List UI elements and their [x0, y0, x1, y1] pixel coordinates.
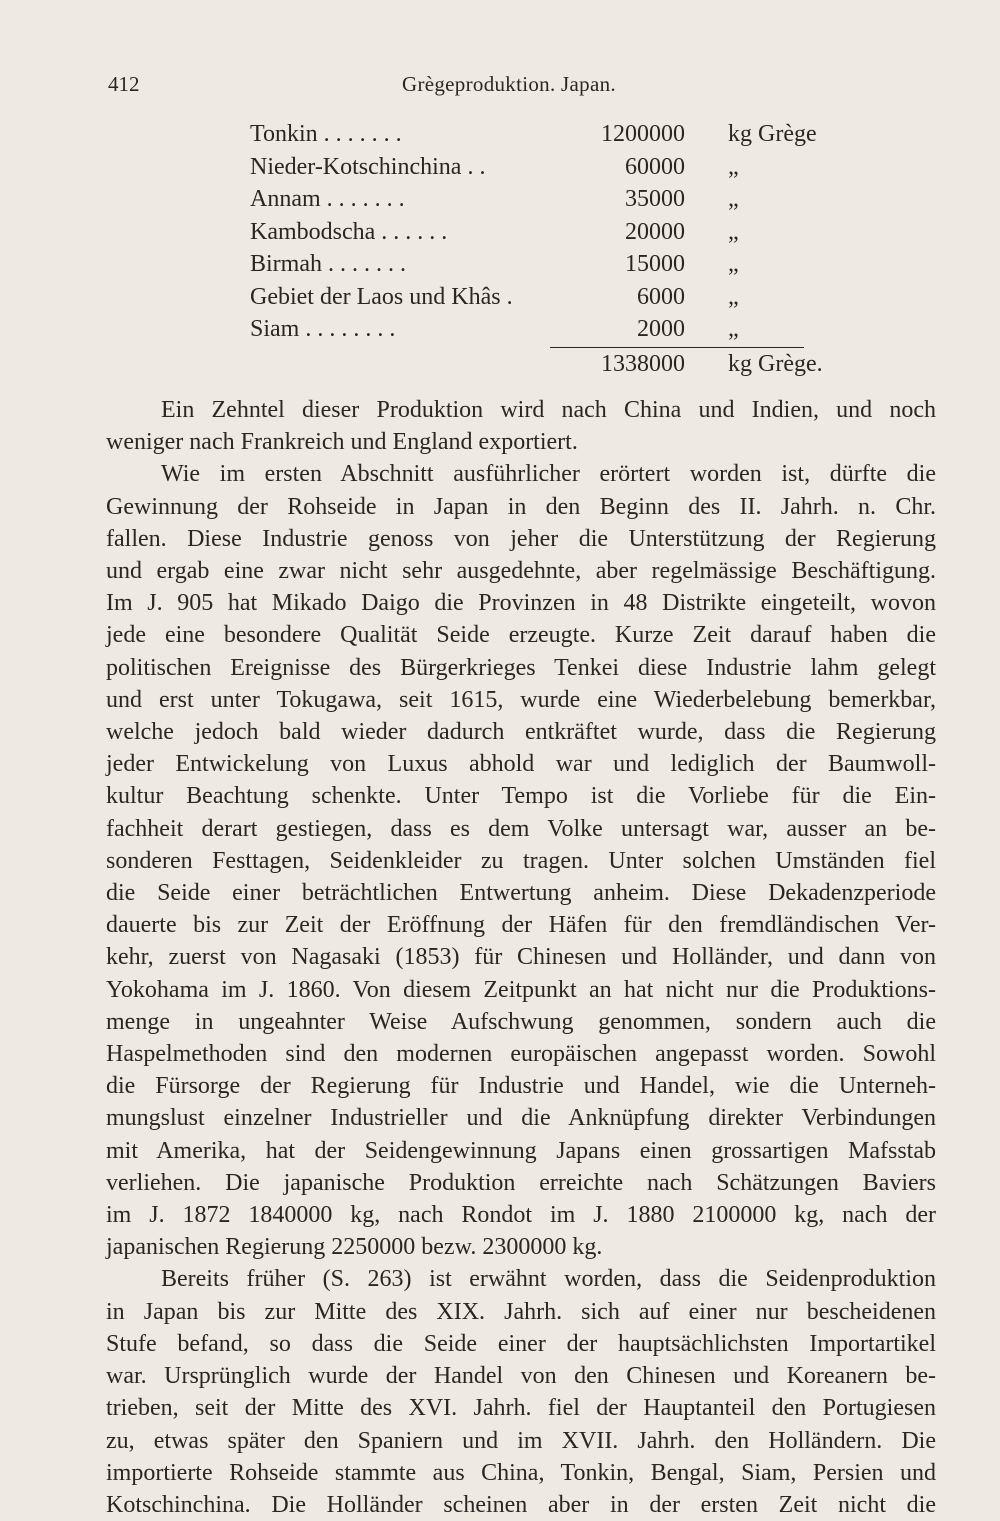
table-total-row [250, 348, 823, 381]
region-name: Annam . . . . . . . [250, 186, 405, 212]
text-line: jeder Entwickelung von Luxus abhold war und lediglich der Baumwoll- [106, 751, 936, 778]
text-line: kultur Beachtung schenkte. Unter Tempo ist die Vorliebe für die Ein- [106, 783, 936, 810]
table-row [250, 281, 810, 314]
text-line: in Japan bis zur Mitte des XIX. Jahrh. sich auf einer nur bescheidenen [106, 1298, 936, 1325]
text-line: sonderen Festtagen, Seidenkleider zu tragen. Unter solchen Umständen fiel [106, 847, 936, 874]
table-row [250, 216, 810, 249]
unit: „ [728, 218, 739, 245]
text-line: die Seide einer beträchtlichen Entwertung anheim. Diese Dekadenzperiode [106, 880, 936, 907]
text-line: im J. 1872 1840000 kg, nach Rondot im J. 1880 2100000 kg, nach der [106, 1202, 936, 1229]
text-line: weniger nach Frankreich und England exportiert. [106, 429, 578, 456]
text-line: Yokohama im J. 1860. Von diesem Zeitpunkt an hat nicht nur die Produktions- [106, 976, 936, 1003]
page-number: 412 [108, 72, 140, 96]
region-name: Kambodscha . . . . . . [250, 218, 448, 245]
text-line: mungslust einzelner Industrieller und die Anknüpfung direkter Verbindungen [106, 1105, 936, 1132]
table-row [250, 313, 810, 346]
text-line: fachheit derart gestiegen, dass es dem Volke untersagt war, ausser an be- [106, 815, 936, 842]
region-name: Gebiet der Laos und Khâs . [250, 283, 513, 310]
unit: kg Grège [728, 121, 817, 147]
text-line: war. Ursprünglich wurde der Handel von den Chinesen und Koreanern be- [106, 1363, 936, 1390]
text-line: Wie im ersten Abschnitt ausführlicher erörtert worden ist, dürfte die [161, 461, 936, 488]
body-text [106, 394, 936, 1521]
text-line: Ein Zehntel dieser Produktion wird nach China und Indien, und noch [161, 397, 936, 423]
table-row [250, 118, 817, 151]
production-table [250, 118, 823, 380]
text-line: fallen. Diese Industrie genoss von jeher die Unterstützung der Regierung [106, 525, 936, 552]
text-line: menge in ungeahnter Weise Aufschwung genommen, sondern auch die [106, 1008, 936, 1035]
table-row [250, 183, 810, 216]
text-line: dauerte bis zur Zeit der Eröffnung der Häfen für den fremdländischen Ver- [106, 912, 936, 939]
region-name: Siam . . . . . . . . [250, 316, 396, 342]
quantity: 2000 [637, 316, 685, 342]
text-line: japanischen Regierung 2250000 bezw. 2300000 kg. [106, 1234, 603, 1261]
running-title: Grègeproduktion. Japan. [402, 72, 616, 96]
text-line: politischen Ereignisse des Bürgerkrieges Tenkei diese Industrie lahm gelegt [106, 654, 936, 681]
quantity: 15000 [625, 251, 685, 277]
text-line: trieben, seit der Mitte des XVI. Jahrh. fiel der Hauptanteil den Portugiesen [106, 1395, 936, 1422]
table-row [250, 248, 810, 281]
region-name: Birmah . . . . . . . [250, 251, 406, 277]
text-line: welche jedoch bald wieder dadurch entkräftet wurde, dass die Regierung [106, 719, 936, 746]
text-line: und erst unter Tokugawa, seit 1615, wurde eine Wiederbelebung bemerkbar, [106, 686, 936, 713]
text-line: Bereits früher (S. 263) ist erwähnt worden, dass die Seidenproduktion [161, 1266, 936, 1293]
text-line: importierte Rohseide stammte aus China, Tonkin, Bengal, Siam, Persien und [106, 1459, 936, 1486]
text-line: verliehen. Die japanische Produktion erreichte nach Schätzungen Baviers [106, 1169, 936, 1196]
quantity: 60000 [625, 153, 685, 180]
text-line: Kotschinchina. Die Holländer scheinen aber in der ersten Zeit nicht die [106, 1491, 936, 1518]
text-line: jede eine besondere Qualität Seide erzeugte. Kurze Zeit darauf haben die [106, 622, 936, 649]
text-line: die Fürsorge der Regierung für Industrie und Handel, wie die Unterneh- [106, 1073, 936, 1100]
unit: „ [728, 251, 739, 277]
text-line: zu, etwas später den Spaniern und im XVII. Jahrh. den Holländern. Die [106, 1427, 936, 1454]
text-line: kehr, zuerst von Nagasaki (1853) für Chinesen und Holländer, und dann von [106, 944, 936, 971]
region-name: Tonkin . . . . . . . [250, 121, 402, 147]
total-quantity: 1338000 [601, 350, 685, 377]
quantity: 6000 [637, 283, 685, 310]
table-row [250, 151, 810, 184]
quantity: 20000 [625, 218, 685, 245]
text-line: Stufe befand, so dass die Seide einer der hauptsächlichsten Importartikel [106, 1330, 936, 1357]
unit: „ [728, 186, 739, 212]
text-line: mit Amerika, hat der Seidengewinnung Japans einen grossartigen Mafsstab [106, 1137, 936, 1164]
page-header [108, 72, 668, 102]
text-line: Haspelmethoden sind den modernen europäischen angepasst worden. Sowohl [106, 1041, 936, 1068]
unit: „ [728, 153, 739, 180]
text-line: und ergab eine zwar nicht sehr ausgedehnte, aber regelmässige Beschäftigung. [106, 558, 936, 585]
quantity: 35000 [625, 186, 685, 212]
region-name: Nieder-Kotschinchina . . [250, 153, 486, 180]
unit: „ [728, 283, 739, 310]
text-line: Im J. 905 hat Mikado Daigo die Provinzen in 48 Distrikte eingeteilt, wovon [106, 590, 936, 617]
text-line: Gewinnung der Rohseide in Japan in den Beginn des II. Jahrh. n. Chr. [106, 493, 936, 520]
unit: „ [728, 316, 739, 342]
quantity: 1200000 [601, 121, 685, 147]
total-unit: kg Grège. [728, 350, 823, 377]
